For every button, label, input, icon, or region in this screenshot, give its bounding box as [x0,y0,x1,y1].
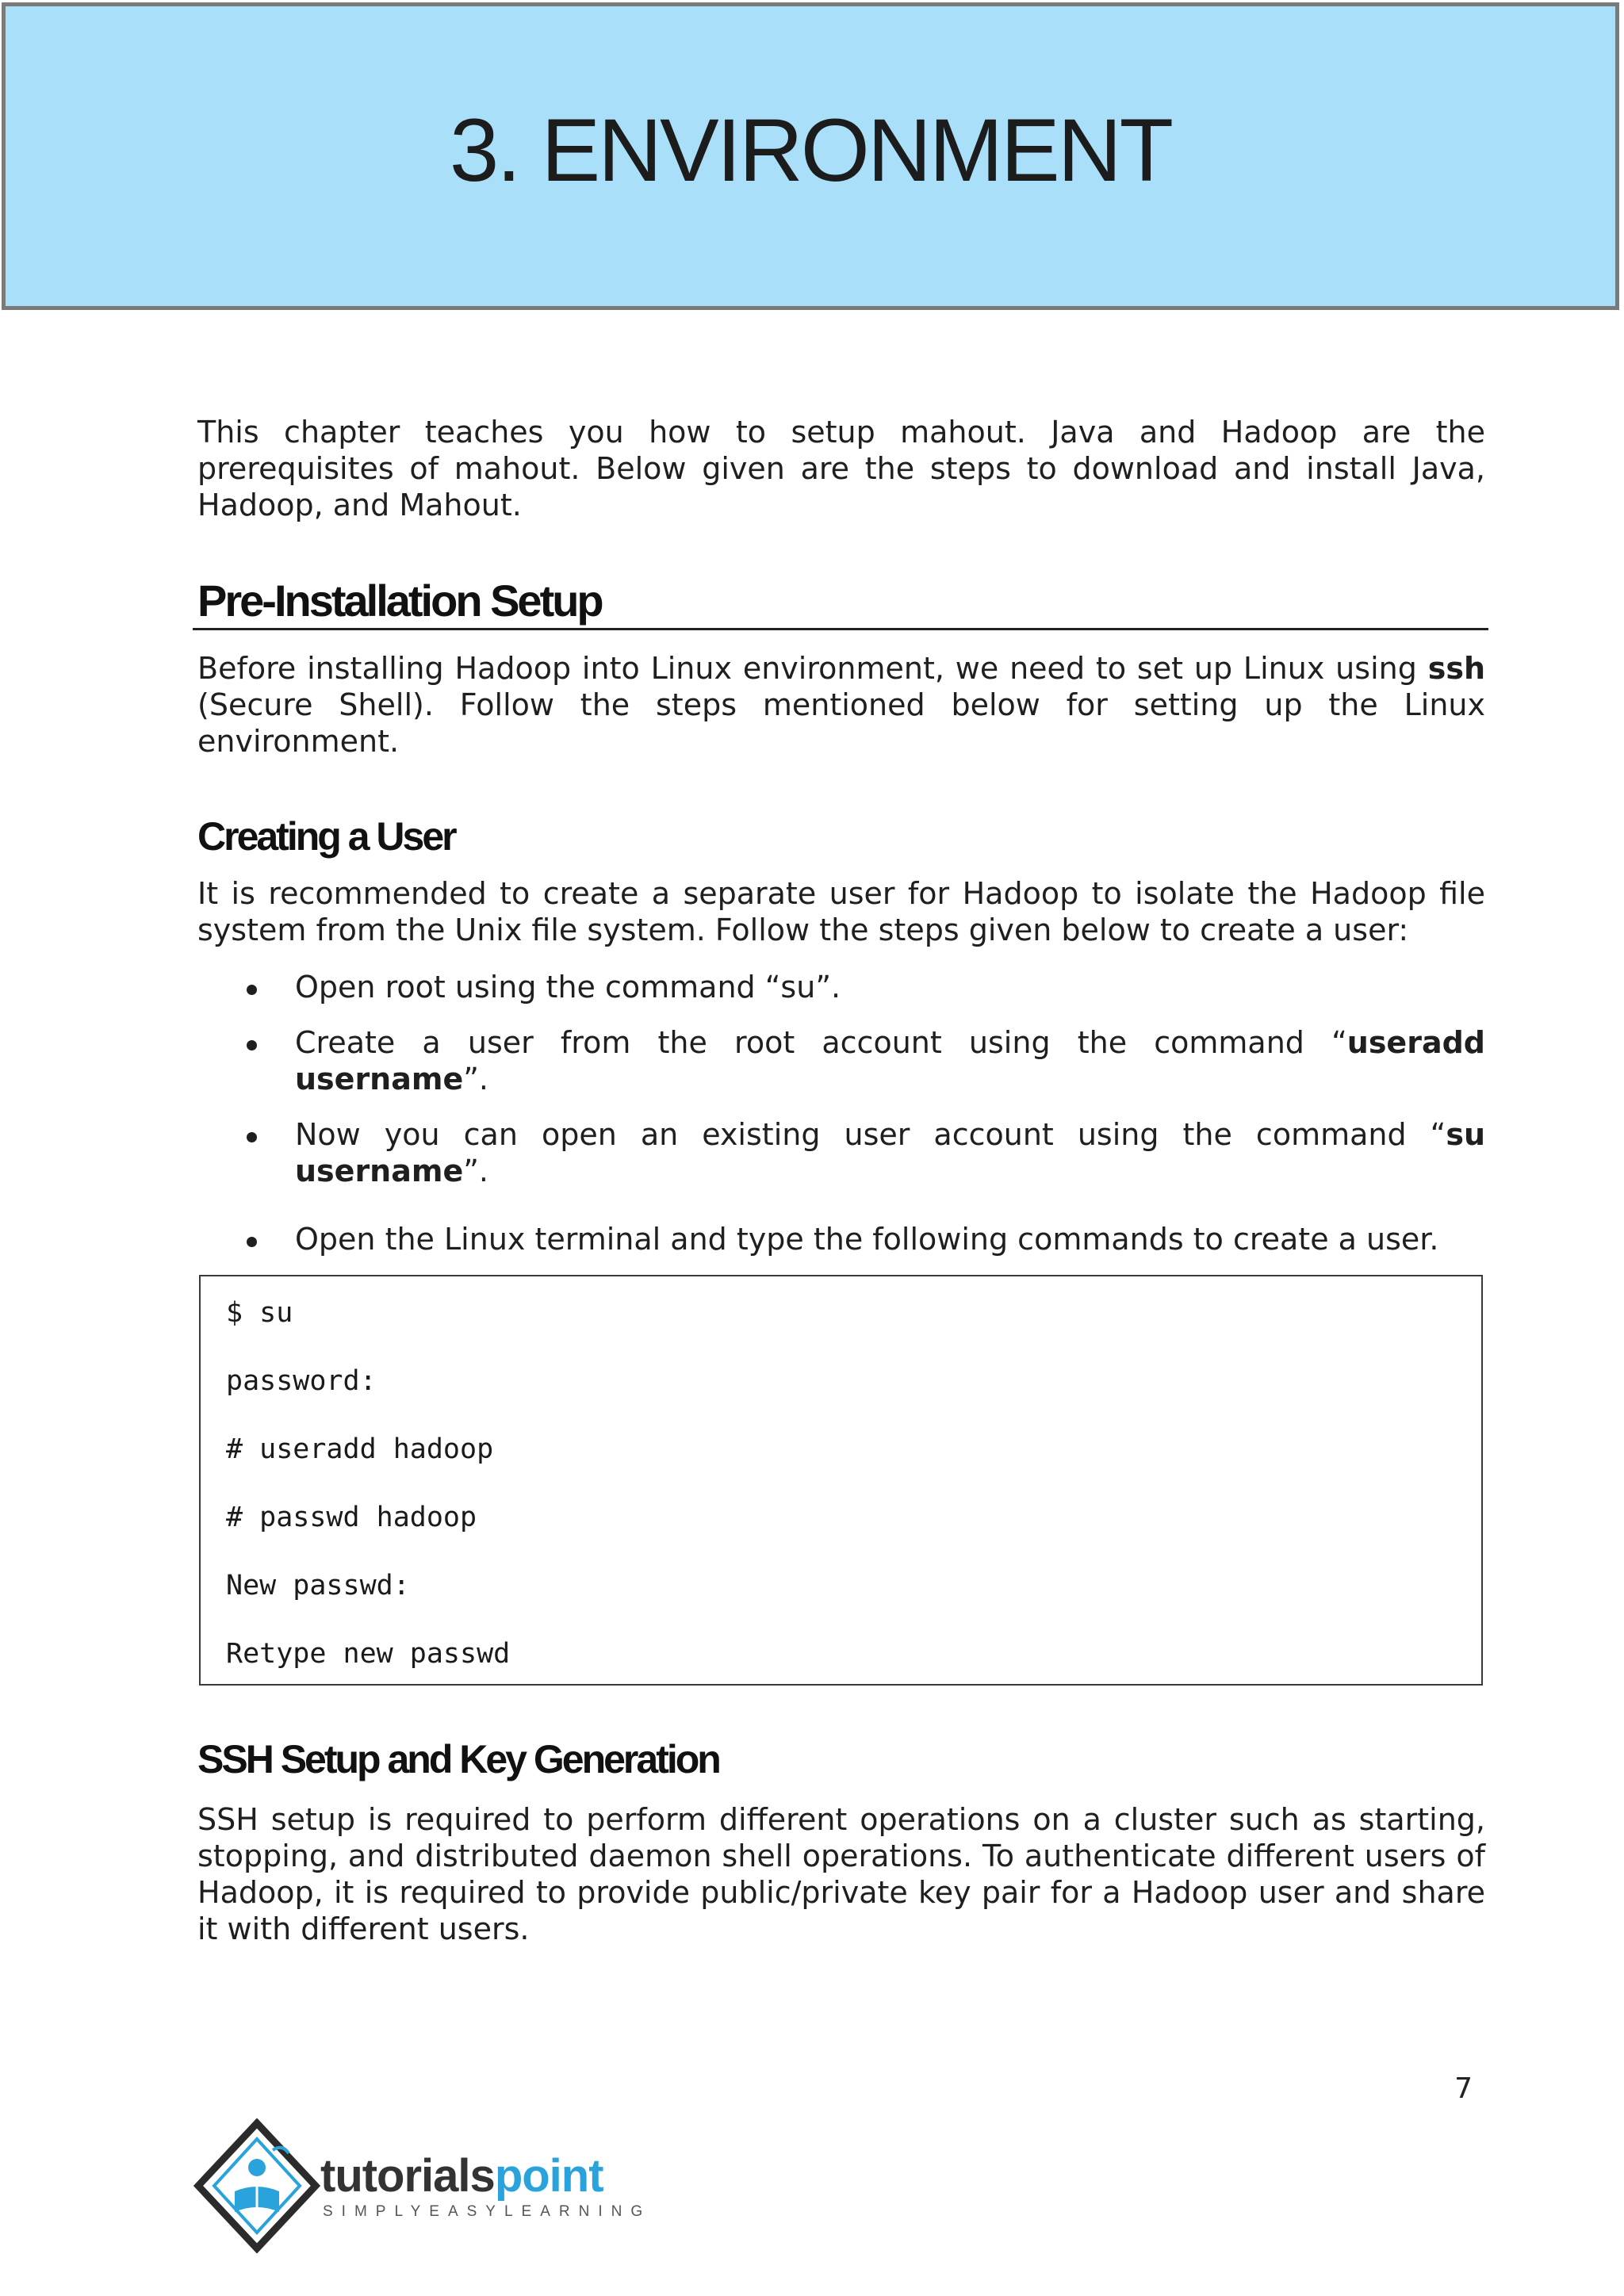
list-item-text: Open the Linux terminal and type the following commands to create a user. [295,1222,1439,1257]
ssh-setup-section [197,1801,1485,1947]
list-item-command: su username [295,1117,1485,1188]
list-item [197,1116,1485,1189]
code-line: Retype new passwd [226,1638,511,1670]
list-item [197,1221,1485,1257]
list-item-text-end: ”. [463,1062,489,1096]
code-line: New passwd: [226,1570,410,1601]
code-line: # useradd hadoop [226,1433,494,1465]
chapter-title: 3. ENVIRONMENT [449,101,1172,200]
bullet-dot-icon [247,985,257,995]
creating-user-section [197,875,1485,948]
logo-diamond-icon [193,2118,320,2253]
logo-wordmark [320,2150,603,2202]
bullet-dot-icon [247,1237,257,1247]
code-line: password: [226,1365,377,1397]
code-line: $ su [226,1297,293,1329]
tutorialspoint-logo [193,2118,653,2253]
pre-installation-text-1: Before installing Hadoop into Linux environment, we need to set up Linux using [197,651,1428,686]
pre-installation-heading: Pre-Installation Setup [197,576,602,626]
steps-list [197,969,1485,1257]
chapter-banner [2,2,1619,310]
list-item-command: useradd username [295,1025,1485,1096]
logo-word-accent: point [494,2150,603,2202]
list-item-text-end: ”. [463,1154,489,1188]
list-item [197,969,1485,1005]
pre-installation-paragraph [197,650,1485,760]
list-item-text: Create a user from the root account using the command “ [295,1025,1347,1060]
page-number: 7 [1454,2072,1473,2105]
logo-tagline: SIMPLYEASYLEARNING [323,2203,652,2220]
list-item-text: Open root using the command “su”. [295,970,841,1004]
ssh-keyword: ssh [1427,651,1485,686]
bullet-dot-icon [247,1132,257,1142]
pre-installation-section [197,650,1485,760]
code-block [199,1275,1483,1686]
heading-divider [193,628,1488,630]
ssh-setup-paragraph: SSH setup is required to perform different operations on a cluster such as starting, stopping, and distributed daemon shell operations. To authenticate different users of Hadoop, it is required to provide public/private key pair for a Hadoop user and share it with different users. [197,1802,1485,1946]
logo-word-dark: tutorials [320,2150,495,2202]
intro-paragraph: This chapter teaches you how to setup mahout. Java and Hadoop are the prerequisites of mahout. Below given are the steps to download and install Java, Hadoop, and Mahout. [197,415,1485,522]
pre-installation-text-2: (Secure Shell). Follow the steps mentioned below for setting up the Linux environment. [197,687,1485,759]
creating-user-heading: Creating a User [197,814,455,859]
creating-user-paragraph: It is recommended to create a separate user for Hadoop to isolate the Hadoop file system from the Unix file system. Follow the steps given below to create a user: [197,876,1485,947]
intro-section [197,414,1485,523]
ssh-setup-heading: SSH Setup and Key Generation [197,1737,719,1781]
list-item-text: Now you can open an existing user account using the command “ [295,1117,1446,1152]
code-line: # passwd hadoop [226,1502,477,1533]
list-item [197,1024,1485,1097]
bullet-dot-icon [247,1040,257,1050]
